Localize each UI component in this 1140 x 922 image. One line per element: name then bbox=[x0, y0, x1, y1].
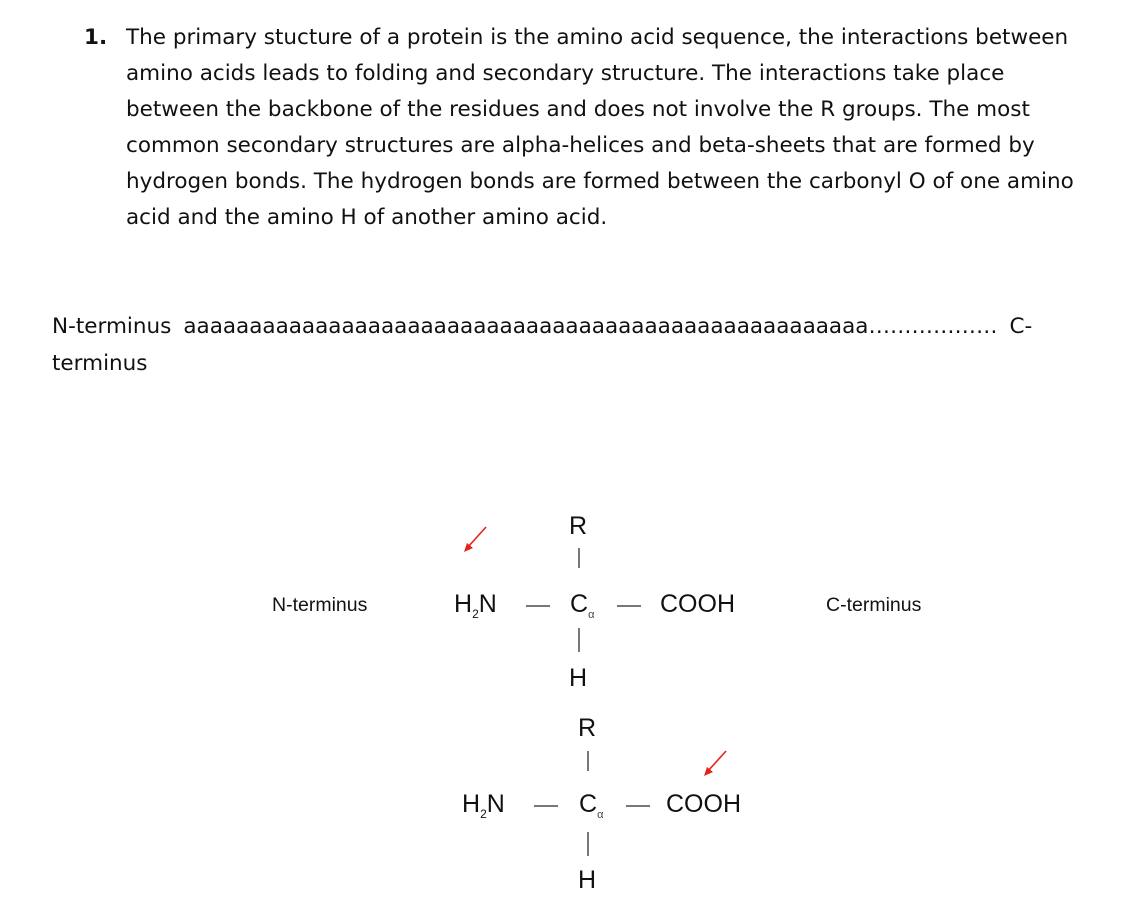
residue-2-hydrogen: H bbox=[578, 866, 597, 894]
marker-arrow-icon bbox=[462, 524, 490, 554]
sequence-n-terminus: N-terminus bbox=[52, 314, 172, 339]
residue-1-r-group: R bbox=[569, 512, 588, 540]
residue-1-bond-amine bbox=[526, 605, 550, 607]
sequence-line bbox=[52, 308, 1092, 382]
residue-1-hydrogen: H bbox=[569, 664, 588, 692]
marker-arrow-icon bbox=[702, 748, 730, 778]
residue-2-bond-r bbox=[587, 751, 589, 771]
sequence-c-terminus: C-terminus bbox=[52, 314, 1033, 376]
question-text: The primary stucture of a protein is the amino acid sequence, the interactions between amino acids leads to folding and secondary structure. The interactions take place between the backbone of the residues and does not involve the R groups. The most common secondary structures are alpha-helices and beta-sheets that are formed by hydrogen bonds. The hydrogen bonds are formed between the carbonyl O of one amino acid and the amino H of another amino acid. bbox=[126, 25, 1074, 230]
residue-2-r-group: R bbox=[578, 714, 597, 742]
residue-1-bond-r bbox=[578, 548, 580, 568]
residue-2-bond-acid bbox=[626, 805, 650, 807]
residue-2-amine: $H_2N$ bbox=[462, 790, 505, 821]
residue-2-alpha-carbon: $C_\alpha$ bbox=[579, 790, 604, 821]
diagram-n-terminus-label: N-terminus bbox=[272, 594, 368, 616]
residue-1-alpha-carbon: $C_\alpha$ bbox=[570, 590, 595, 621]
residue-2-bond-h bbox=[587, 832, 589, 856]
residue-1-bond-acid bbox=[617, 605, 641, 607]
residue-1-bond-h bbox=[578, 628, 580, 652]
residue-1-carboxyl: COOH bbox=[660, 590, 735, 618]
residue-2-bond-amine bbox=[534, 805, 558, 807]
sequence-residues: aaaaaaaaaaaaaaaaaaaaaaaaaaaaaaaaaaaaaaaaaaaaaaaaaaaa……………… bbox=[183, 314, 998, 339]
question-number: 1. bbox=[84, 25, 108, 50]
residue-2-carboxyl: COOH bbox=[666, 790, 741, 818]
residue-1-amine: $H_2N$ bbox=[454, 590, 497, 621]
diagram-c-terminus-label: C-terminus bbox=[826, 594, 922, 616]
